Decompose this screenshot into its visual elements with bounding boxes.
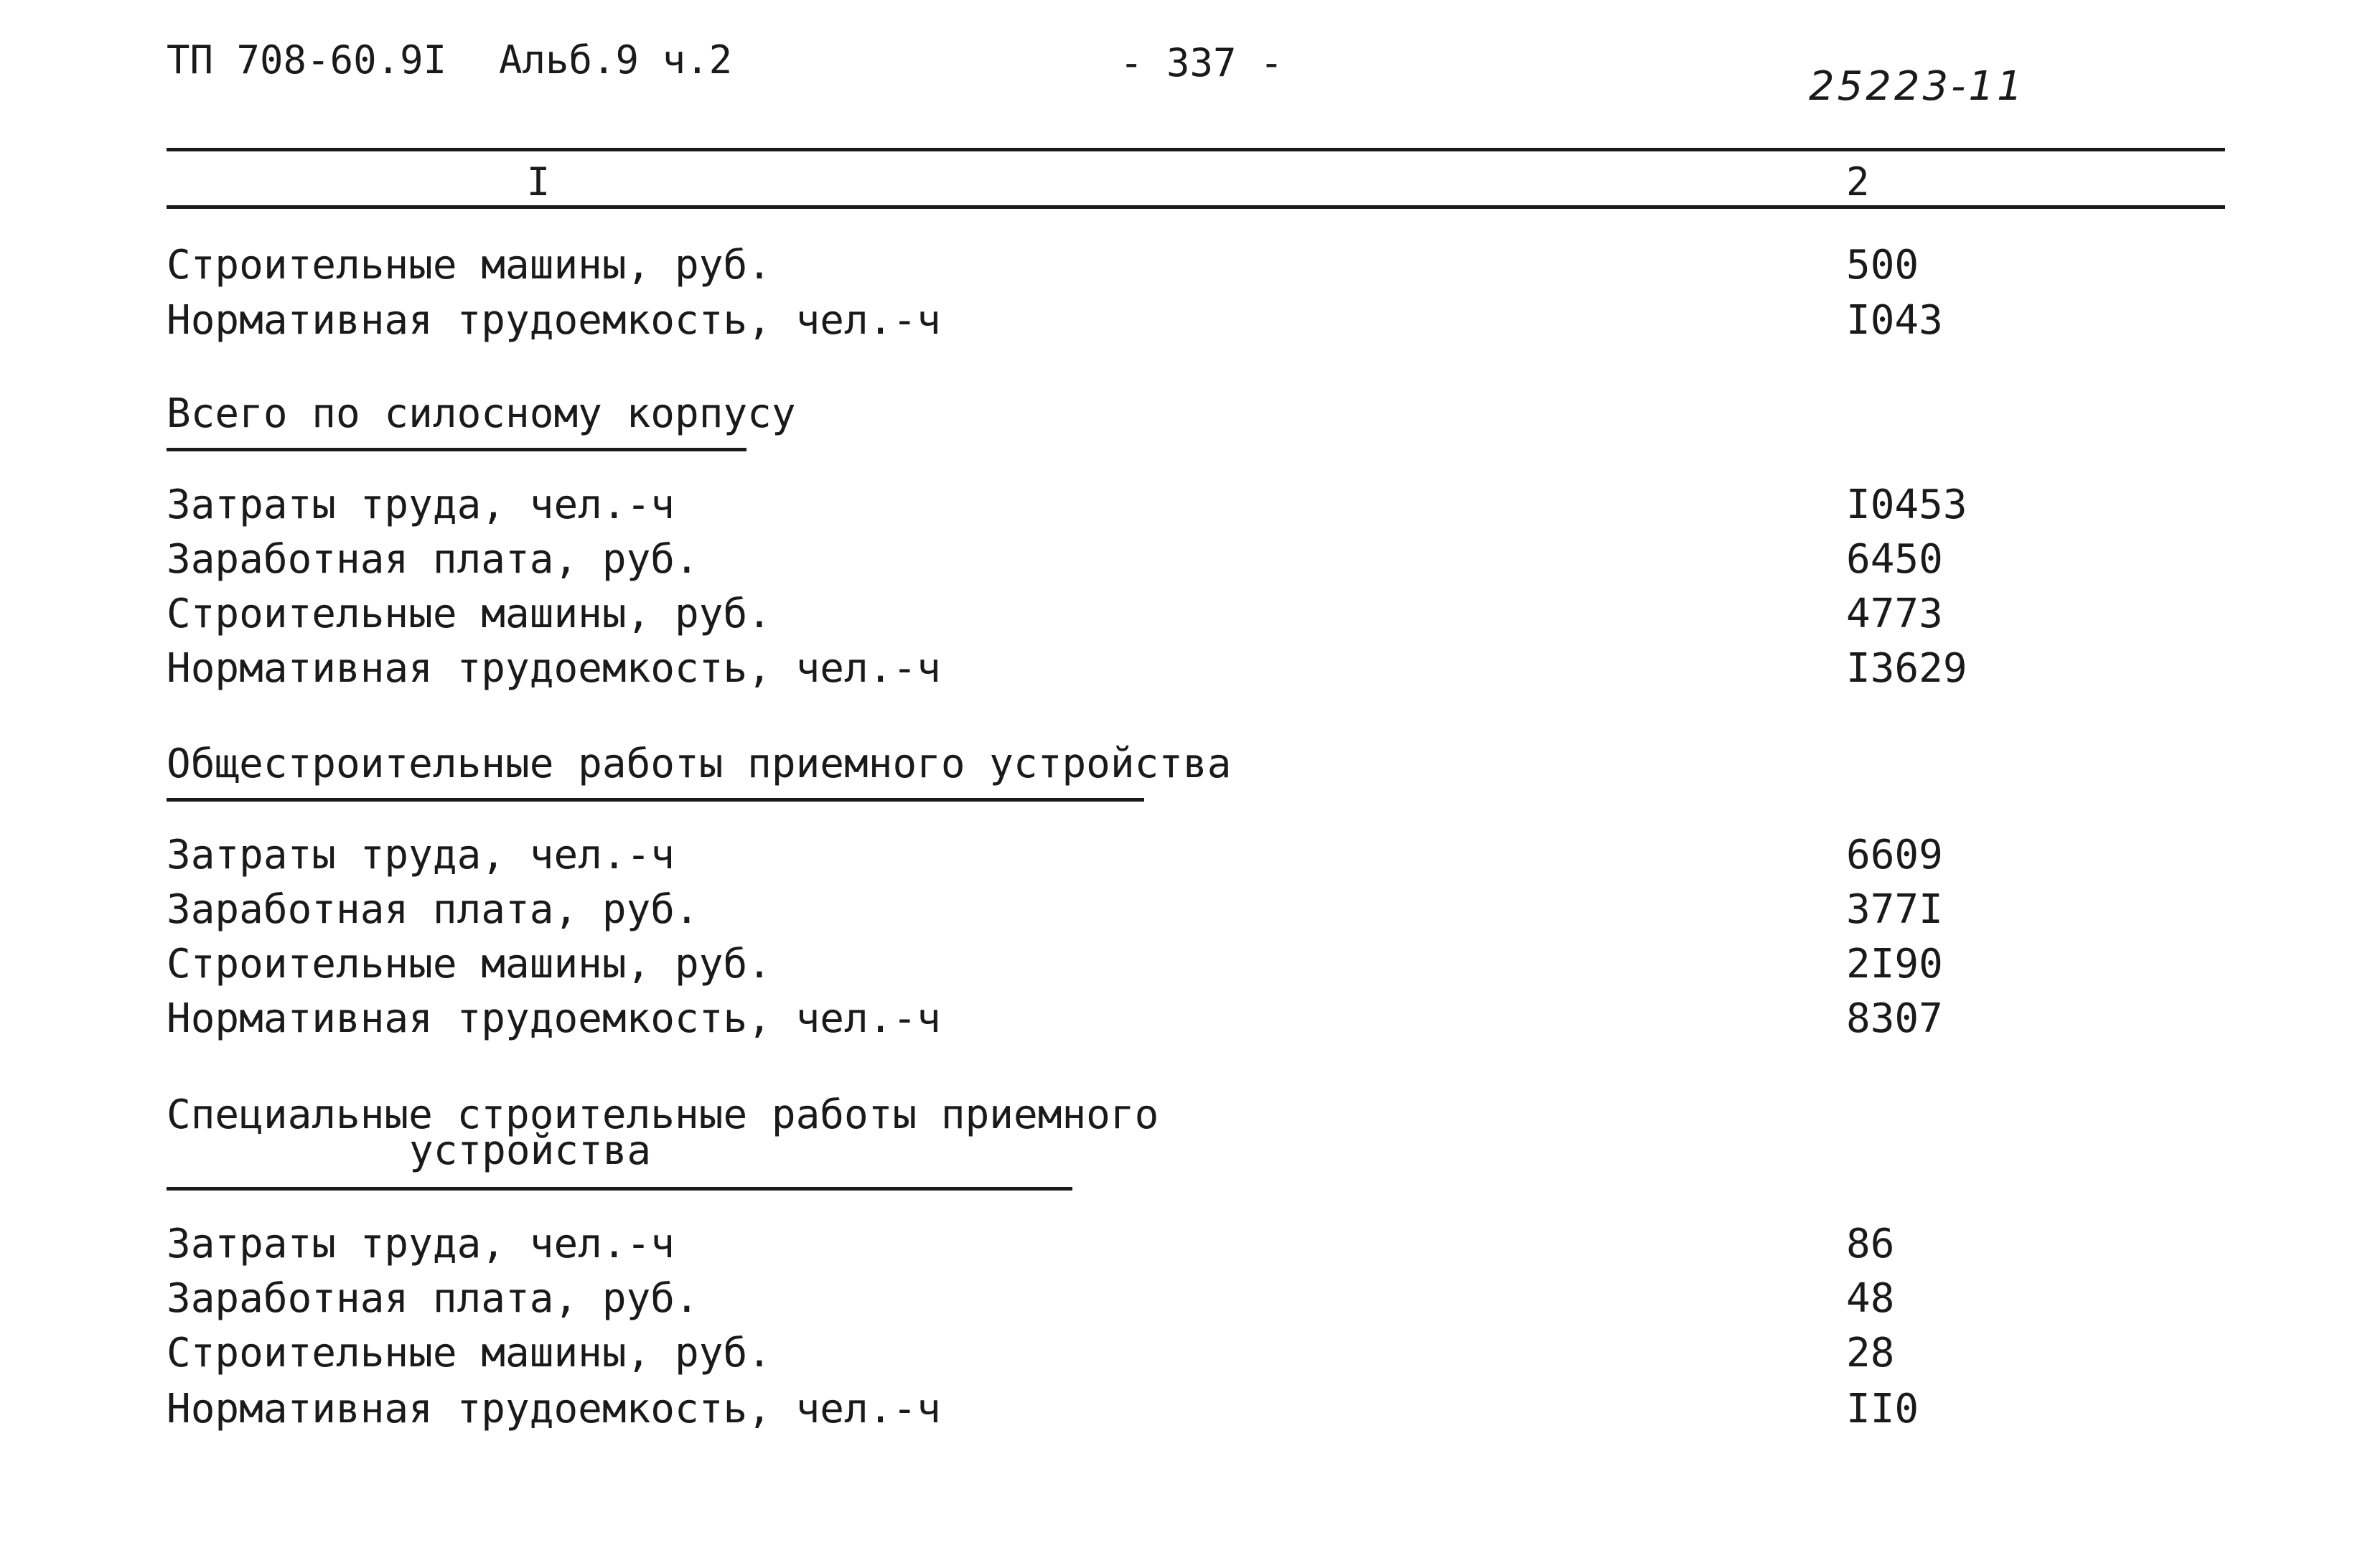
row-label: Строительные машины, руб. [167,242,772,288]
table-header-rule [167,205,2225,209]
table-top-rule [167,148,2225,151]
row-value: 28 [1846,1330,1895,1376]
row-label: Затраты труда, чел.-ч [167,482,675,528]
row-value: 86 [1846,1221,1895,1267]
section-title: Общестроительные работы приемного устройства [167,741,1232,787]
page-number: - 337 - [1120,40,1283,85]
section-title: Всего по силосному корпусу [167,390,796,437]
row-label: Строительные машины, руб. [167,1330,772,1376]
column-header-1: I [526,159,551,205]
section-title-underline [167,448,746,451]
row-label: Строительные машины, руб. [167,941,772,987]
handwritten-stamp-number: 25223-11 [1809,63,2026,110]
row-value: II0 [1846,1386,1919,1432]
row-label: Строительные машины, руб. [167,591,772,637]
row-label: Нормативная трудоемкость, чел.-ч [167,297,941,344]
row-value: I3629 [1846,645,1967,692]
row-value: 4773 [1846,591,1943,637]
row-value: 500 [1846,242,1919,288]
row-label: Затраты труда, чел.-ч [167,1221,675,1267]
album-reference: Альб.9 ч.2 [499,37,733,83]
row-value: 377I [1846,886,1943,933]
document-code: ТП 708-60.9I [167,37,447,83]
row-value: 48 [1846,1275,1895,1322]
section-title-underline [167,1187,1072,1191]
section-title-line2: устройства [409,1127,652,1174]
row-value: 6609 [1846,832,1943,878]
row-label: Заработная плата, руб. [167,1275,699,1322]
row-label: Нормативная трудоемкость, чел.-ч [167,645,941,692]
row-value: 8307 [1846,995,1943,1042]
row-label: Нормативная трудоемкость, чел.-ч [167,995,941,1042]
row-value: I043 [1846,297,1943,344]
row-value: 6450 [1846,536,1943,583]
row-label: Заработная плата, руб. [167,536,699,583]
row-value: I0453 [1846,482,1967,528]
row-label: Нормативная трудоемкость, чел.-ч [167,1386,941,1432]
section-title-line1: Специальные строительные работы приемного [167,1092,1159,1138]
column-header-2: 2 [1846,159,1870,205]
section-title-underline [167,798,1144,802]
row-value: 2I90 [1846,941,1943,987]
row-label: Затраты труда, чел.-ч [167,832,675,878]
row-label: Заработная плата, руб. [167,886,699,933]
